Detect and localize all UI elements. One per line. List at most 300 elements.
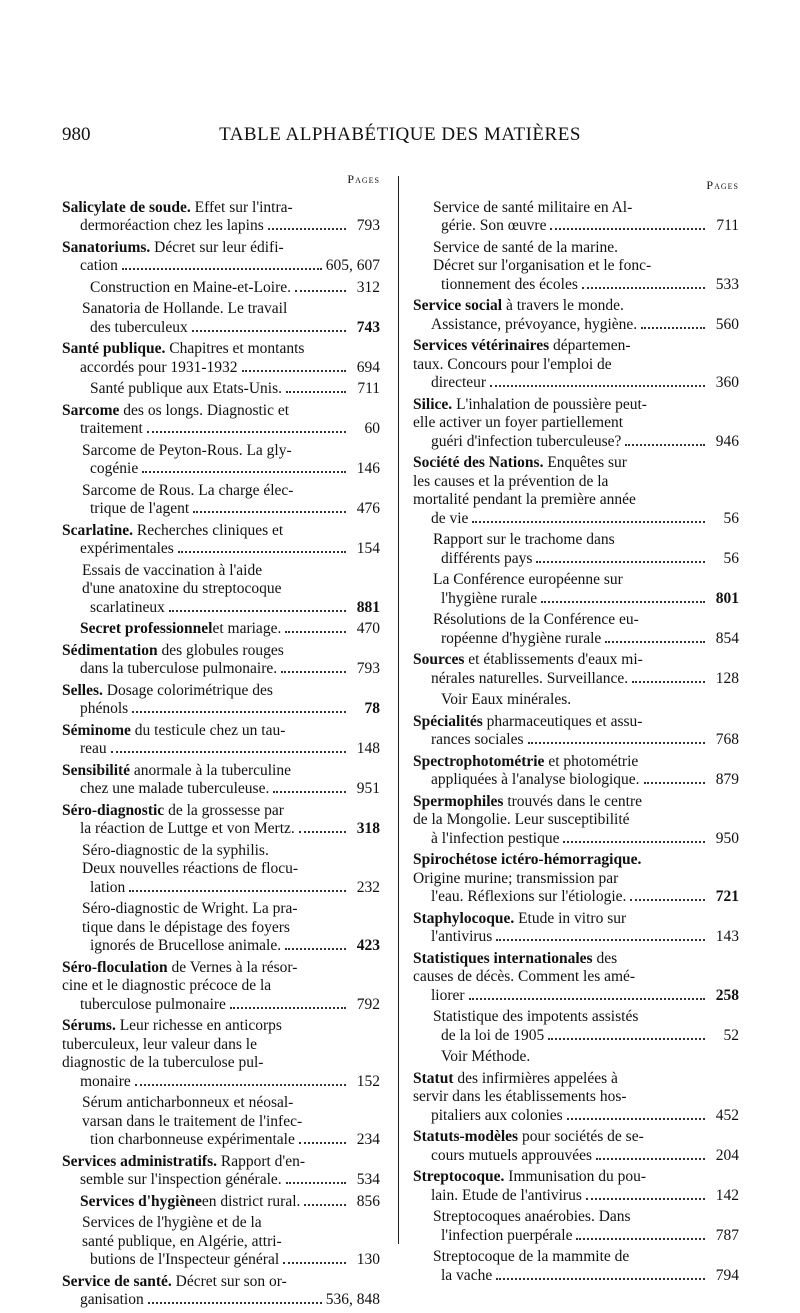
entry-keyword: Silice. xyxy=(413,395,453,413)
index-column-right xyxy=(413,170,739,1288)
entry-last-line xyxy=(441,1227,739,1246)
entry-line: causes de décès. Comment les amé- xyxy=(413,968,636,985)
entry-keyword: Séro-floculation xyxy=(62,958,168,976)
entry-text: de vie xyxy=(431,509,469,527)
entry-text: cours mutuels approuvées xyxy=(431,1146,592,1164)
dot-leader xyxy=(295,290,346,292)
index-entry xyxy=(413,1128,739,1165)
index-entry xyxy=(62,762,380,799)
entry-line: mortalité pendant la première année xyxy=(413,491,636,508)
entry-page-ref: 470 xyxy=(356,620,380,637)
entry-text: phénols xyxy=(80,700,129,717)
dot-leader xyxy=(129,890,346,892)
dot-leader xyxy=(135,1084,346,1086)
entry-text: ropéenne d'hygiène rurale xyxy=(441,629,602,647)
entry-last-line xyxy=(80,996,380,1015)
entry-text: reau xyxy=(80,740,107,757)
entry-keyword: Santé publique. xyxy=(62,340,166,357)
entry-first-line xyxy=(62,761,380,781)
entry-page-ref: 794 xyxy=(715,1266,739,1284)
entry-text: Service de santé militaire en Al- xyxy=(433,198,633,216)
entry-keyword: Spécialités xyxy=(413,712,483,730)
entry-last-line xyxy=(431,987,739,1006)
entry-last-line xyxy=(90,460,380,479)
entry-first-line xyxy=(441,691,739,710)
entry-page-ref: 318 xyxy=(356,820,380,837)
entry-line: varsan dans le traitement de l'infec- xyxy=(82,1112,303,1130)
entry-first-line xyxy=(82,900,380,919)
entry-page-ref: 854 xyxy=(715,629,739,647)
index-entry xyxy=(62,1094,380,1150)
entry-keyword: Statuts-modèles xyxy=(413,1128,519,1145)
entry-text: Séro-diagnostic de la syphilis. xyxy=(82,841,269,859)
entry-first-line xyxy=(413,1128,739,1147)
entry-keyword: Société des Nations. xyxy=(413,454,544,471)
dot-leader xyxy=(304,1204,346,1206)
entry-page-ref: 78 xyxy=(364,700,380,717)
entry-line: tuberculeux, leur valeur dans le xyxy=(62,1035,257,1053)
entry-first-line xyxy=(433,238,739,258)
index-entry xyxy=(413,454,739,528)
entry-text: Service de santé de la marine. xyxy=(433,238,619,256)
entry-keyword: Spirochétose ictéro-hémorragique. xyxy=(413,851,642,868)
entry-last-line xyxy=(90,599,380,618)
entry-text: l'infection puerpérale xyxy=(441,1226,573,1244)
entry-last-line xyxy=(431,670,739,689)
entry-keyword: Sarcome xyxy=(62,401,120,419)
entry-page-ref: 232 xyxy=(356,878,380,896)
dot-leader xyxy=(641,327,705,329)
entry-text: et photométrie xyxy=(548,752,639,770)
dot-leader xyxy=(147,431,346,433)
entry-text: pour sociétés de se- xyxy=(521,1128,644,1145)
index-entry xyxy=(413,753,739,790)
entry-first-line xyxy=(413,712,739,732)
entry-first-line xyxy=(82,1094,380,1113)
index-entry xyxy=(413,297,739,334)
entry-text: tionnement des écoles xyxy=(441,275,578,293)
entry-page-ref: 476 xyxy=(356,500,380,517)
entry-keyword: Sanatoriums. xyxy=(62,238,151,256)
entry-first-line xyxy=(413,909,739,929)
entry-first-line xyxy=(413,651,739,670)
index-entry xyxy=(413,1168,739,1205)
entry-last-line xyxy=(80,1171,380,1190)
entry-text: ignorés de Brucellose animale. xyxy=(90,937,282,954)
entry-text: butions de l'Inspecteur général xyxy=(90,1251,280,1268)
entry-line: Origine murine; transmission par xyxy=(413,869,619,887)
entry-text: de la loi de 1905 xyxy=(441,1026,545,1044)
entry-page-ref: 360 xyxy=(715,374,739,391)
entry-first-line xyxy=(413,851,739,870)
entry-line: taux. Concours pour l'emploi de xyxy=(413,355,612,373)
index-entry xyxy=(413,396,739,452)
dot-leader xyxy=(193,511,346,513)
entry-first-line xyxy=(413,792,739,812)
entry-text: Sarcome de Rous. La charge élec- xyxy=(82,481,294,499)
entry-last-line xyxy=(90,1251,380,1270)
entry-text: nérales naturelles. Surveillance. xyxy=(431,669,629,687)
entry-line: santé publique, en Algérie, attri- xyxy=(82,1232,282,1250)
entry-text: des xyxy=(596,949,618,967)
entry-last-line xyxy=(441,217,739,236)
entry-last-line xyxy=(80,820,380,839)
dot-leader xyxy=(605,641,705,643)
entry-first-line xyxy=(62,1017,380,1036)
pages-label: Pages xyxy=(347,172,380,186)
entry-last-line xyxy=(90,319,380,338)
index-entry xyxy=(62,900,380,956)
entry-text: gérie. Son œuvre xyxy=(441,217,547,234)
entry-page-ref: 792 xyxy=(356,995,380,1013)
index-entry xyxy=(62,1017,380,1091)
running-title: TABLE ALPHABÉTIQUE DES MATIÈRES xyxy=(219,124,581,145)
entry-keyword: Sensibilité xyxy=(62,761,131,779)
entry-keyword: Services d'hygiène xyxy=(80,1192,202,1210)
entry-text: dans la tuberculose pulmonaire. xyxy=(80,660,278,677)
entry-text: trouvés dans le centre xyxy=(507,792,643,810)
entry-first-line xyxy=(62,340,380,359)
index-entry xyxy=(62,722,380,759)
entry-text: L'inhalation de poussière peut- xyxy=(456,395,647,413)
index-entry xyxy=(413,950,739,1006)
entry-first-line xyxy=(433,1008,739,1027)
entry-page-ref: 536, 848 xyxy=(325,1291,380,1308)
entry-last-line xyxy=(80,359,380,378)
entry-last-line xyxy=(431,1147,739,1166)
entry-text: pharmaceutiques et assu- xyxy=(486,712,643,730)
entry-last-line xyxy=(80,420,380,439)
entry-keyword: Sédimentation xyxy=(62,641,158,659)
entry-keyword: Secret professionnel xyxy=(80,620,213,637)
entry-keyword: Séro-diagnostic xyxy=(62,801,165,819)
entry-first-line xyxy=(82,481,380,501)
index-entry xyxy=(62,340,380,377)
dot-leader xyxy=(567,1118,705,1120)
entry-first-line xyxy=(82,300,380,319)
entry-first-line xyxy=(80,620,380,639)
entry-first-line xyxy=(433,571,739,590)
entry-first-line xyxy=(62,1272,380,1292)
dot-leader xyxy=(169,610,346,612)
entry-keyword: Scarlatine. xyxy=(62,521,134,539)
entry-page-ref: 234 xyxy=(356,1131,380,1148)
entry-text: à travers le monde. xyxy=(505,297,624,314)
entry-last-line xyxy=(80,1073,380,1092)
dot-leader xyxy=(582,287,705,289)
dot-leader xyxy=(111,751,346,753)
entry-first-line xyxy=(413,1168,739,1187)
entry-first-line xyxy=(62,801,380,821)
entry-text: Leur richesse en anticorps xyxy=(119,1017,282,1034)
dot-leader xyxy=(286,1182,346,1184)
entry-keyword: Streptocoque. xyxy=(413,1168,505,1185)
entry-text: semble sur l'inspection générale. xyxy=(80,1171,282,1188)
entry-text: accordés pour 1931-1932 xyxy=(80,358,238,376)
index-entry xyxy=(413,851,739,907)
entry-first-line xyxy=(82,1214,380,1233)
entry-first-line xyxy=(433,1208,739,1227)
entry-page-ref: 560 xyxy=(715,315,739,333)
entry-text: Résolutions de la Conférence eu- xyxy=(433,611,639,628)
entry-first-line xyxy=(90,380,380,399)
index-entry xyxy=(62,482,380,519)
index-entry xyxy=(413,691,739,710)
dot-leader xyxy=(490,385,705,387)
entry-keyword: Services administratifs. xyxy=(62,1152,217,1170)
index-entry xyxy=(413,199,739,236)
index-entry xyxy=(413,793,739,849)
dot-leader xyxy=(285,631,346,633)
index-entry xyxy=(413,1070,739,1126)
entry-first-line xyxy=(441,1048,739,1067)
entry-first-line xyxy=(433,611,739,630)
entry-text: du testicule chez un tau- xyxy=(134,721,286,739)
entry-text: l'antivirus xyxy=(431,928,493,945)
index-entry xyxy=(413,1248,739,1285)
entry-line: servir dans les établissements hos- xyxy=(413,1088,627,1105)
entry-page-ref: 60 xyxy=(364,420,380,437)
entry-text: Services de l'hygiène et de la xyxy=(82,1214,262,1231)
entry-text: expérimentales xyxy=(80,540,174,557)
entry-line: diagnostic de la tuberculose pul- xyxy=(62,1054,264,1071)
dot-leader xyxy=(536,561,705,563)
dot-leader xyxy=(563,841,705,843)
entry-keyword: Salicylate de soude. xyxy=(62,198,191,216)
index-entry xyxy=(62,402,380,439)
entry-last-line xyxy=(80,540,380,559)
entry-text: Effet sur l'intra- xyxy=(194,198,293,216)
entry-last-line xyxy=(90,879,380,898)
entry-text: Streptocoque de la mammite de xyxy=(433,1248,630,1265)
entry-last-line xyxy=(441,276,739,295)
entry-last-line xyxy=(431,771,739,790)
entry-text: Séro-diagnostic de Wright. La pra- xyxy=(82,900,298,917)
entry-page-ref: 148 xyxy=(356,740,380,757)
dot-leader xyxy=(644,782,705,784)
dot-leader xyxy=(178,551,346,553)
entry-text: Essais de vaccination à l'aide xyxy=(82,561,263,579)
dot-leader xyxy=(286,391,346,393)
dot-leader xyxy=(283,1262,346,1264)
entry-line: les causes et la prévention de la xyxy=(413,472,609,490)
entry-page-ref: 711 xyxy=(716,217,739,234)
entry-text: ganisation xyxy=(80,1291,144,1308)
entry-page-ref: 452 xyxy=(715,1106,739,1124)
entry-line: Décret sur l'organisation et le fonc- xyxy=(433,257,652,274)
index-entry xyxy=(413,611,739,648)
entry-page-ref: 142 xyxy=(715,1186,739,1204)
dot-leader xyxy=(273,791,346,793)
entry-page-ref: 258 xyxy=(715,986,739,1004)
entry-page-ref: 152 xyxy=(356,1072,380,1090)
entry-keyword: Spectrophotométrie xyxy=(413,752,545,770)
entry-first-line xyxy=(413,454,739,473)
index-entry xyxy=(62,959,380,1015)
dot-leader xyxy=(596,1158,705,1160)
entry-text: Enquêtes sur xyxy=(547,454,627,471)
entry-last-line xyxy=(90,1131,380,1150)
entry-last-line xyxy=(80,660,380,679)
entry-text: de Vernes à la résor- xyxy=(171,958,298,976)
entry-page-ref: 130 xyxy=(356,1251,380,1268)
dot-leader xyxy=(496,939,705,941)
dot-leader xyxy=(528,742,705,744)
entry-first-line xyxy=(433,1248,739,1267)
entry-text: lain. Etude de l'antivirus xyxy=(431,1186,582,1204)
entry-last-line xyxy=(431,888,739,907)
entry-text: guéri d'infection tuberculeuse? xyxy=(431,432,622,450)
entry-page-ref: 787 xyxy=(715,1226,739,1244)
entry-last-line xyxy=(80,1291,380,1310)
index-entry xyxy=(62,802,380,839)
entry-text: Sérum anticharbonneux et néosal- xyxy=(82,1094,294,1111)
entry-first-line xyxy=(62,401,380,421)
entry-keyword: Statut xyxy=(413,1069,454,1087)
index-entry xyxy=(413,1208,739,1245)
entry-first-line xyxy=(62,238,380,258)
column-divider xyxy=(398,176,399,1244)
entry-keyword: Selles. xyxy=(62,681,103,699)
entry-last-line xyxy=(441,630,739,649)
dot-leader xyxy=(469,998,705,1000)
dot-leader xyxy=(299,831,346,833)
entry-first-line xyxy=(90,279,380,298)
entry-first-line xyxy=(80,1193,380,1212)
entry-keyword: Sérums. xyxy=(62,1017,116,1034)
entry-first-line xyxy=(413,337,739,356)
index-entry xyxy=(62,300,380,337)
entry-page-ref: 768 xyxy=(715,731,739,748)
entry-text: trique de l'agent xyxy=(90,500,190,517)
entry-line: Deux nouvelles réactions de flocu- xyxy=(82,860,299,877)
entry-last-line xyxy=(431,1187,739,1206)
entry-keyword: Séminome xyxy=(62,721,131,739)
entry-last-line xyxy=(431,928,739,947)
index-entry xyxy=(413,531,739,568)
index-entry xyxy=(413,651,739,688)
index-entry xyxy=(62,620,380,639)
dot-leader xyxy=(586,1198,705,1200)
entry-text: pitaliers aux colonies xyxy=(431,1106,563,1124)
entry-last-line xyxy=(441,590,739,609)
entry-text: et établissements d'eaux mi- xyxy=(468,651,643,668)
entry-first-line xyxy=(433,531,739,550)
entry-text: Etude in vitro sur xyxy=(518,909,627,927)
entry-last-line xyxy=(431,510,739,529)
index-entry xyxy=(413,1008,739,1045)
pages-label: Pages xyxy=(706,178,739,192)
entry-text: Assistance, prévoyance, hygiène. xyxy=(431,315,638,333)
entry-last-line xyxy=(431,830,739,849)
entry-page-ref: 605, 607 xyxy=(325,257,380,274)
page-number: 980 xyxy=(62,124,91,145)
entry-text: cation xyxy=(80,257,118,274)
entry-line: cine et le diagnostic précoce de la xyxy=(62,977,272,994)
entry-text: Sarcome de Peyton-Rous. La gly- xyxy=(82,441,292,459)
index-entry xyxy=(413,910,739,947)
entry-text: Chapitres et montants xyxy=(169,340,305,357)
entry-text: Rapport sur le trachome dans xyxy=(433,531,615,548)
entry-text: monaire xyxy=(80,1072,131,1090)
entry-text: anormale à la tuberculine xyxy=(133,761,291,779)
entry-text: différents pays xyxy=(441,549,533,567)
entry-first-line xyxy=(82,441,380,461)
entry-last-line xyxy=(441,550,739,569)
dot-leader xyxy=(142,471,346,473)
dot-leader xyxy=(242,370,346,372)
entry-page-ref: 711 xyxy=(357,380,380,397)
entry-page-ref: 534 xyxy=(356,1171,380,1188)
entry-text: scarlatineux xyxy=(90,598,165,616)
entry-text: des infirmières appelées à xyxy=(457,1069,618,1087)
dot-leader xyxy=(192,330,346,332)
entry-first-line xyxy=(413,752,739,772)
index-entry xyxy=(62,1153,380,1190)
entry-text: de la grossesse par xyxy=(168,801,284,819)
entry-page-ref: 154 xyxy=(356,540,380,557)
entry-last-line xyxy=(80,217,380,236)
entry-first-line xyxy=(62,958,380,978)
entry-first-line xyxy=(82,841,380,861)
entry-text: Décret sur leur édifi- xyxy=(154,238,284,256)
entry-last-line xyxy=(441,1027,739,1046)
entry-line: tique dans le dépistage des foyers xyxy=(82,918,290,936)
entry-page-ref: 423 xyxy=(356,937,380,954)
index-entry xyxy=(413,571,739,608)
entry-keyword: Spermophiles xyxy=(413,792,504,810)
entry-last-line xyxy=(431,374,739,393)
entry-text: des os longs. Diagnostic et xyxy=(123,401,290,419)
entry-first-line xyxy=(82,561,380,581)
entry-text: des globules rouges xyxy=(161,641,284,659)
entry-last-line xyxy=(80,740,380,759)
entry-first-line xyxy=(62,521,380,541)
dot-leader xyxy=(281,671,346,673)
index-entry xyxy=(62,199,380,236)
entry-first-line xyxy=(413,1069,739,1089)
entry-text: Voir Eaux minérales. xyxy=(441,691,572,708)
entry-text: lation xyxy=(90,878,126,896)
entry-last-line xyxy=(431,1107,739,1126)
entry-text: tion charbonneuse expérimentale xyxy=(90,1131,295,1148)
entry-last-line xyxy=(431,316,739,335)
entry-text: Streptocoques anaérobies. Dans xyxy=(433,1208,631,1225)
entry-line: elle activer un foyer partiellement xyxy=(413,414,624,431)
dot-leader xyxy=(625,444,705,446)
entry-last-line xyxy=(80,780,380,799)
entry-page-ref: 56 xyxy=(723,509,739,527)
entry-last-line xyxy=(80,700,380,719)
left-entries xyxy=(62,199,380,1310)
entry-keyword: Statistiques internationales xyxy=(413,949,593,967)
entry-text: l'hygiène rurale xyxy=(441,589,538,607)
entry-text: La Conférence européenne sur xyxy=(433,571,623,588)
dot-leader xyxy=(548,1038,705,1040)
dot-leader xyxy=(550,228,705,230)
index-entry xyxy=(413,713,739,750)
entry-first-line xyxy=(433,198,739,218)
entry-text: la réaction de Luttge et von Mertz. xyxy=(80,820,295,837)
entry-keyword: Service de santé. xyxy=(62,1272,172,1290)
entry-page-ref: 312 xyxy=(356,278,380,296)
dot-leader xyxy=(299,1142,346,1144)
entry-keyword: Services vétérinaires xyxy=(413,337,550,354)
index-entry xyxy=(62,442,380,479)
entry-text: rances sociales xyxy=(431,731,524,748)
entry-page-ref: 951 xyxy=(356,780,380,797)
entry-page-ref: 881 xyxy=(356,598,380,616)
